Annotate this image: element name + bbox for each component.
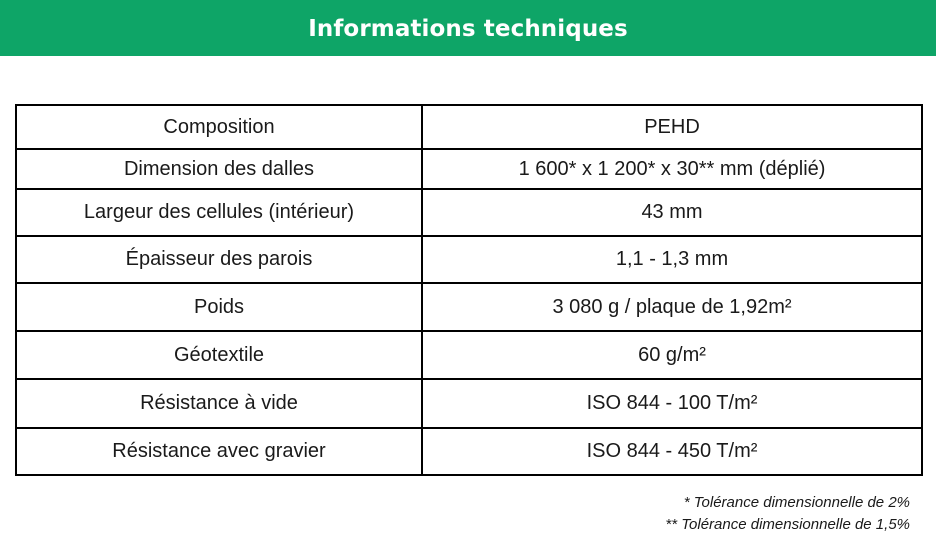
spec-label: Poids — [16, 283, 422, 331]
section-title: Informations techniques — [308, 16, 628, 42]
spec-value: ISO 844 - 450 T/m² — [422, 428, 922, 475]
section-header — [0, 0, 936, 56]
spec-label: Résistance avec gravier — [16, 428, 422, 475]
table-row — [16, 149, 922, 189]
table-row — [16, 236, 922, 283]
footnote-tolerance-1-5pct: ** Tolérance dimensionnelle de 1,5% — [665, 516, 910, 533]
table-row — [16, 379, 922, 428]
table-row — [16, 105, 922, 149]
footnotes — [665, 492, 910, 536]
spec-label: Dimension des dalles — [16, 149, 422, 189]
spec-label: Largeur des cellules (intérieur) — [16, 189, 422, 236]
spec-label: Épaisseur des parois — [16, 236, 422, 283]
spec-label: Résistance à vide — [16, 379, 422, 428]
spec-value: 43 mm — [422, 189, 922, 236]
spec-label: Géotextile — [16, 331, 422, 379]
table-row — [16, 189, 922, 236]
spec-value: PEHD — [422, 105, 922, 149]
spec-value: 60 g/m² — [422, 331, 922, 379]
spec-value: ISO 844 - 100 T/m² — [422, 379, 922, 428]
spec-label: Composition — [16, 105, 422, 149]
technical-specs-table — [15, 104, 923, 476]
spec-value: 1,1 - 1,3 mm — [422, 236, 922, 283]
spec-value: 3 080 g / plaque de 1,92m² — [422, 283, 922, 331]
table-row — [16, 331, 922, 379]
table-row — [16, 283, 922, 331]
footnote-tolerance-2pct: * Tolérance dimensionnelle de 2% — [683, 494, 910, 511]
table-row — [16, 428, 922, 475]
spec-value: 1 600* x 1 200* x 30** mm (déplié) — [422, 149, 922, 189]
